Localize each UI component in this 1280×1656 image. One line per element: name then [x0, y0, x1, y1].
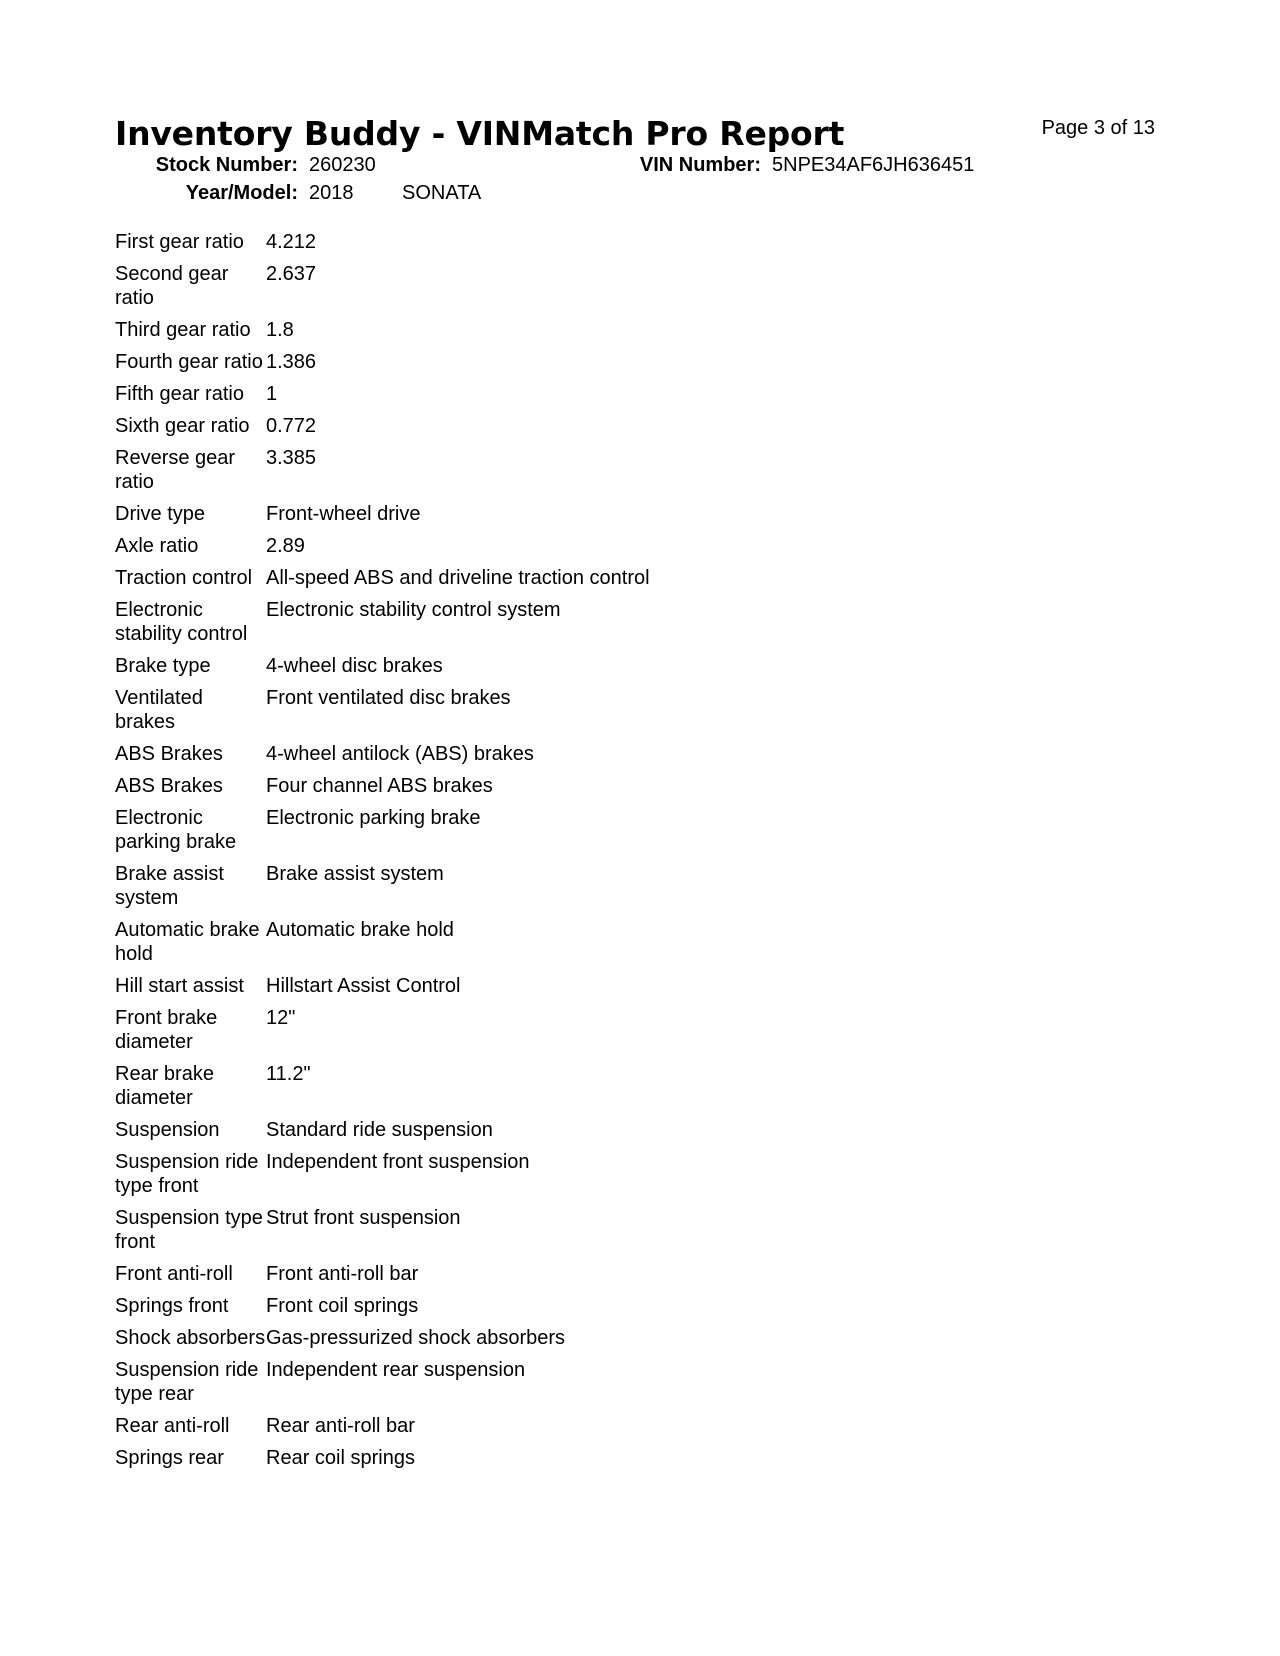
spec-row	[115, 414, 1015, 438]
spec-value: Brake assist system	[266, 863, 444, 885]
spec-value: Front anti-roll bar	[266, 1263, 419, 1285]
spec-row	[115, 1206, 1015, 1254]
spec-value: 4-wheel disc brakes	[266, 655, 443, 677]
spec-label: Fifth gear ratio	[115, 383, 244, 405]
spec-label: Drive type	[115, 503, 206, 525]
spec-row	[115, 382, 1015, 406]
spec-row	[115, 566, 1015, 590]
spec-row	[115, 1150, 1015, 1198]
spec-value: Front coil springs	[266, 1295, 419, 1317]
year-model-line	[0, 180, 1280, 206]
spec-value: All-speed ABS and driveline traction control	[266, 567, 650, 589]
spec-label: Rear brake diameter	[115, 1063, 214, 1109]
spec-label: Fourth gear ratio	[115, 351, 263, 373]
spec-value: Standard ride suspension	[266, 1119, 493, 1141]
model-value: SONATA	[402, 182, 482, 204]
spec-label: Springs rear	[115, 1447, 224, 1469]
spec-value: Rear coil springs	[266, 1447, 415, 1469]
spec-row	[115, 806, 1015, 854]
spec-label: Brake assist system	[115, 863, 224, 909]
spec-row	[115, 598, 1015, 646]
spec-value: Front-wheel drive	[266, 503, 421, 525]
spec-row	[115, 1294, 1015, 1318]
spec-label: First gear ratio	[115, 231, 244, 253]
spec-value: 3.385	[266, 447, 317, 469]
spec-row	[115, 502, 1015, 526]
spec-value: Hillstart Assist Control	[266, 975, 461, 997]
spec-label: Front anti-roll	[115, 1263, 233, 1285]
spec-row	[115, 654, 1015, 678]
spec-row	[115, 1326, 1015, 1350]
spec-row	[115, 350, 1015, 374]
spec-row	[115, 446, 1015, 494]
stock-number-value: 260230	[309, 154, 376, 176]
spec-label: Electronic parking brake	[115, 807, 237, 853]
spec-label: Second gear ratio	[115, 263, 229, 309]
spec-value: Electronic stability control system	[266, 599, 561, 621]
spec-value: Independent front suspension	[266, 1151, 530, 1173]
spec-value: 12"	[266, 1007, 296, 1029]
year-value: 2018	[309, 182, 354, 204]
spec-label: Axle ratio	[115, 535, 199, 557]
spec-row	[115, 862, 1015, 910]
spec-value: Automatic brake hold	[266, 919, 454, 941]
spec-label: Springs front	[115, 1295, 229, 1317]
spec-row	[115, 1262, 1015, 1286]
spec-label: Suspension	[115, 1119, 220, 1141]
spec-value: 1.8	[266, 319, 294, 341]
spec-value: 4.212	[266, 231, 317, 253]
spec-row	[115, 686, 1015, 734]
spec-row	[115, 1062, 1015, 1110]
spec-row	[115, 1446, 1015, 1470]
spec-row	[115, 262, 1015, 310]
year-model-label: Year/Model:	[185, 182, 298, 204]
spec-row	[115, 534, 1015, 558]
spec-label: Suspension type front	[115, 1207, 263, 1253]
spec-label: Reverse gear ratio	[115, 447, 236, 493]
spec-value: 11.2"	[266, 1063, 311, 1085]
spec-value: Independent rear suspension	[266, 1359, 526, 1381]
spec-value: Strut front suspension	[266, 1207, 461, 1229]
spec-value: 0.772	[266, 415, 317, 437]
spec-label: Sixth gear ratio	[115, 415, 250, 437]
page-indicator: Page 3 of 13	[1041, 117, 1155, 139]
spec-label: Traction control	[115, 567, 253, 589]
stock-number-line	[0, 152, 1280, 178]
spec-label: Shock absorbers	[115, 1327, 266, 1349]
spec-label: Electronic stability control	[115, 599, 248, 645]
spec-value: Front ventilated disc brakes	[266, 687, 511, 709]
spec-label: Ventilated brakes	[115, 687, 203, 733]
spec-label: ABS Brakes	[115, 775, 223, 797]
spec-row	[115, 1118, 1015, 1142]
spec-value: 2.637	[266, 263, 317, 285]
spec-label: Suspension ride type front	[115, 1151, 259, 1197]
spec-row	[115, 1358, 1015, 1406]
spec-row	[115, 318, 1015, 342]
spec-label: Hill start assist	[115, 975, 244, 997]
vin-label: VIN Number:	[639, 154, 761, 176]
spec-row	[115, 742, 1015, 766]
spec-row	[115, 918, 1015, 966]
spec-row	[115, 1006, 1015, 1054]
spec-value: Electronic parking brake	[266, 807, 481, 829]
stock-number-label: Stock Number:	[155, 154, 298, 176]
spec-value: 2.89	[266, 535, 305, 557]
spec-label: Rear anti-roll	[115, 1415, 230, 1437]
spec-label: Third gear ratio	[115, 319, 251, 341]
spec-row	[115, 974, 1015, 998]
spec-label: Brake type	[115, 655, 211, 677]
spec-label: Front brake diameter	[115, 1007, 218, 1053]
vin-value: 5NPE34AF6JH636451	[772, 154, 975, 176]
spec-value: 4-wheel antilock (ABS) brakes	[266, 743, 534, 765]
spec-value: 1.386	[266, 351, 317, 373]
spec-row	[115, 1414, 1015, 1438]
spec-row	[115, 230, 1015, 254]
spec-row	[115, 774, 1015, 798]
report-title: Inventory Buddy - VINMatch Pro Report	[115, 114, 845, 153]
spec-value: Rear anti-roll bar	[266, 1415, 415, 1437]
spec-value: Four channel ABS brakes	[266, 775, 493, 797]
spec-list	[115, 230, 1015, 1478]
spec-value: 1	[266, 383, 278, 405]
spec-label: ABS Brakes	[115, 743, 223, 765]
spec-label: Suspension ride type rear	[115, 1359, 259, 1405]
spec-label: Automatic brake hold	[115, 919, 260, 965]
spec-value: Gas-pressurized shock absorbers	[266, 1327, 566, 1349]
